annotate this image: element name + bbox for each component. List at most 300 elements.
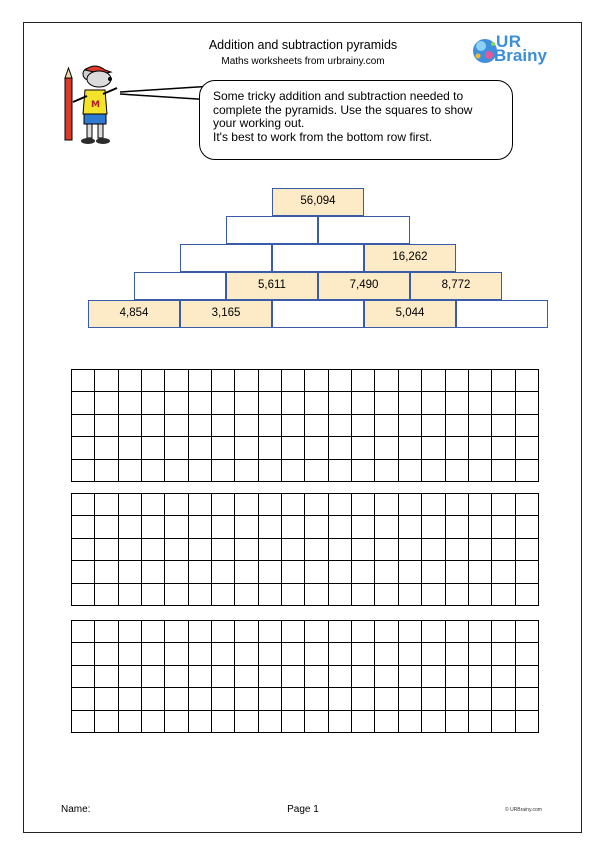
- grid-square[interactable]: [235, 561, 258, 583]
- grid-square[interactable]: [329, 494, 352, 516]
- grid-square[interactable]: [375, 688, 398, 710]
- grid-square[interactable]: [422, 561, 445, 583]
- grid-square[interactable]: [165, 516, 188, 538]
- grid-square[interactable]: [189, 437, 212, 459]
- grid-square[interactable]: [72, 494, 95, 516]
- grid-square[interactable]: [422, 494, 445, 516]
- grid-square[interactable]: [516, 666, 539, 688]
- grid-square[interactable]: [142, 460, 165, 482]
- grid-square[interactable]: [119, 539, 142, 561]
- grid-square[interactable]: [492, 688, 515, 710]
- grid-square[interactable]: [516, 415, 539, 437]
- pyramid-cell[interactable]: [226, 216, 318, 244]
- grid-square[interactable]: [446, 370, 469, 392]
- grid-square[interactable]: [305, 561, 328, 583]
- grid-square[interactable]: [492, 711, 515, 733]
- grid-square[interactable]: [119, 370, 142, 392]
- grid-square[interactable]: [422, 415, 445, 437]
- grid-square[interactable]: [375, 561, 398, 583]
- grid-square[interactable]: [352, 584, 375, 606]
- grid-square[interactable]: [189, 621, 212, 643]
- grid-square[interactable]: [469, 711, 492, 733]
- grid-square[interactable]: [492, 584, 515, 606]
- grid-square[interactable]: [446, 584, 469, 606]
- grid-square[interactable]: [469, 437, 492, 459]
- grid-square[interactable]: [165, 370, 188, 392]
- grid-square[interactable]: [212, 711, 235, 733]
- grid-square[interactable]: [259, 711, 282, 733]
- grid-square[interactable]: [329, 370, 352, 392]
- grid-square[interactable]: [235, 688, 258, 710]
- grid-square[interactable]: [492, 415, 515, 437]
- grid-square[interactable]: [516, 539, 539, 561]
- grid-square[interactable]: [259, 494, 282, 516]
- grid-square[interactable]: [142, 392, 165, 414]
- pyramid-cell[interactable]: [180, 244, 272, 272]
- grid-square[interactable]: [259, 460, 282, 482]
- grid-square[interactable]: [165, 539, 188, 561]
- grid-square[interactable]: [282, 643, 305, 665]
- grid-square[interactable]: [375, 539, 398, 561]
- grid-square[interactable]: [212, 494, 235, 516]
- grid-square[interactable]: [189, 370, 212, 392]
- grid-square[interactable]: [492, 621, 515, 643]
- grid-square[interactable]: [446, 460, 469, 482]
- grid-square[interactable]: [329, 437, 352, 459]
- grid-square[interactable]: [305, 688, 328, 710]
- grid-square[interactable]: [399, 666, 422, 688]
- grid-square[interactable]: [142, 666, 165, 688]
- grid-square[interactable]: [212, 584, 235, 606]
- grid-square[interactable]: [399, 494, 422, 516]
- grid-square[interactable]: [399, 643, 422, 665]
- grid-square[interactable]: [492, 392, 515, 414]
- grid-square[interactable]: [422, 539, 445, 561]
- pyramid-cell[interactable]: 5,611: [226, 272, 318, 300]
- pyramid-cell[interactable]: 4,854: [88, 300, 180, 328]
- grid-square[interactable]: [516, 711, 539, 733]
- grid-square[interactable]: [352, 370, 375, 392]
- grid-square[interactable]: [259, 584, 282, 606]
- grid-square[interactable]: [352, 437, 375, 459]
- grid-square[interactable]: [282, 516, 305, 538]
- grid-square[interactable]: [352, 415, 375, 437]
- grid-square[interactable]: [469, 370, 492, 392]
- grid-square[interactable]: [235, 437, 258, 459]
- grid-square[interactable]: [329, 460, 352, 482]
- grid-square[interactable]: [282, 437, 305, 459]
- grid-square[interactable]: [375, 516, 398, 538]
- grid-square[interactable]: [165, 621, 188, 643]
- pyramid-cell[interactable]: [272, 300, 364, 328]
- pyramid-cell[interactable]: 8,772: [410, 272, 502, 300]
- grid-square[interactable]: [235, 621, 258, 643]
- grid-square[interactable]: [95, 494, 118, 516]
- grid-square[interactable]: [119, 392, 142, 414]
- grid-square[interactable]: [165, 643, 188, 665]
- grid-square[interactable]: [282, 460, 305, 482]
- working-grid[interactable]: [71, 493, 539, 606]
- grid-square[interactable]: [95, 415, 118, 437]
- grid-square[interactable]: [282, 561, 305, 583]
- grid-square[interactable]: [119, 437, 142, 459]
- grid-square[interactable]: [72, 392, 95, 414]
- grid-square[interactable]: [375, 643, 398, 665]
- grid-square[interactable]: [469, 392, 492, 414]
- grid-square[interactable]: [399, 370, 422, 392]
- grid-square[interactable]: [259, 688, 282, 710]
- grid-square[interactable]: [422, 584, 445, 606]
- grid-square[interactable]: [119, 711, 142, 733]
- grid-square[interactable]: [446, 688, 469, 710]
- pyramid-cell[interactable]: 56,094: [272, 188, 364, 216]
- grid-square[interactable]: [189, 688, 212, 710]
- grid-square[interactable]: [72, 711, 95, 733]
- grid-square[interactable]: [119, 584, 142, 606]
- grid-square[interactable]: [235, 392, 258, 414]
- grid-square[interactable]: [189, 415, 212, 437]
- grid-square[interactable]: [422, 370, 445, 392]
- grid-square[interactable]: [189, 666, 212, 688]
- working-grid[interactable]: [71, 369, 539, 482]
- grid-square[interactable]: [95, 460, 118, 482]
- grid-square[interactable]: [446, 666, 469, 688]
- grid-square[interactable]: [119, 688, 142, 710]
- grid-square[interactable]: [119, 666, 142, 688]
- grid-square[interactable]: [72, 539, 95, 561]
- grid-square[interactable]: [235, 711, 258, 733]
- grid-square[interactable]: [352, 643, 375, 665]
- grid-square[interactable]: [165, 688, 188, 710]
- grid-square[interactable]: [165, 666, 188, 688]
- grid-square[interactable]: [142, 711, 165, 733]
- grid-square[interactable]: [165, 561, 188, 583]
- grid-square[interactable]: [212, 666, 235, 688]
- grid-square[interactable]: [352, 688, 375, 710]
- pyramid-cell[interactable]: [318, 216, 410, 244]
- grid-square[interactable]: [235, 494, 258, 516]
- grid-square[interactable]: [352, 666, 375, 688]
- grid-square[interactable]: [399, 392, 422, 414]
- grid-square[interactable]: [446, 539, 469, 561]
- grid-square[interactable]: [282, 711, 305, 733]
- grid-square[interactable]: [119, 643, 142, 665]
- grid-square[interactable]: [259, 516, 282, 538]
- grid-square[interactable]: [446, 561, 469, 583]
- grid-square[interactable]: [446, 711, 469, 733]
- grid-square[interactable]: [469, 621, 492, 643]
- grid-square[interactable]: [259, 561, 282, 583]
- grid-square[interactable]: [95, 370, 118, 392]
- grid-square[interactable]: [72, 561, 95, 583]
- grid-square[interactable]: [375, 621, 398, 643]
- grid-square[interactable]: [422, 516, 445, 538]
- grid-square[interactable]: [72, 584, 95, 606]
- grid-square[interactable]: [305, 392, 328, 414]
- grid-square[interactable]: [95, 621, 118, 643]
- grid-square[interactable]: [282, 494, 305, 516]
- grid-square[interactable]: [305, 370, 328, 392]
- grid-square[interactable]: [422, 621, 445, 643]
- grid-square[interactable]: [189, 711, 212, 733]
- grid-square[interactable]: [282, 688, 305, 710]
- grid-square[interactable]: [492, 494, 515, 516]
- grid-square[interactable]: [305, 437, 328, 459]
- grid-square[interactable]: [516, 643, 539, 665]
- grid-square[interactable]: [469, 643, 492, 665]
- grid-square[interactable]: [259, 539, 282, 561]
- grid-square[interactable]: [165, 460, 188, 482]
- grid-square[interactable]: [189, 539, 212, 561]
- grid-square[interactable]: [72, 666, 95, 688]
- pyramid-cell[interactable]: 3,165: [180, 300, 272, 328]
- grid-square[interactable]: [492, 561, 515, 583]
- pyramid-cell[interactable]: 5,044: [364, 300, 456, 328]
- grid-square[interactable]: [189, 516, 212, 538]
- grid-square[interactable]: [212, 370, 235, 392]
- grid-square[interactable]: [446, 437, 469, 459]
- grid-square[interactable]: [422, 460, 445, 482]
- grid-square[interactable]: [142, 621, 165, 643]
- grid-square[interactable]: [516, 561, 539, 583]
- grid-square[interactable]: [95, 666, 118, 688]
- grid-square[interactable]: [259, 437, 282, 459]
- grid-square[interactable]: [399, 584, 422, 606]
- grid-square[interactable]: [259, 415, 282, 437]
- grid-square[interactable]: [492, 460, 515, 482]
- grid-square[interactable]: [329, 392, 352, 414]
- grid-square[interactable]: [422, 437, 445, 459]
- grid-square[interactable]: [282, 666, 305, 688]
- grid-square[interactable]: [259, 666, 282, 688]
- grid-square[interactable]: [212, 561, 235, 583]
- grid-square[interactable]: [95, 711, 118, 733]
- grid-square[interactable]: [329, 621, 352, 643]
- grid-square[interactable]: [469, 415, 492, 437]
- grid-square[interactable]: [72, 460, 95, 482]
- grid-square[interactable]: [212, 621, 235, 643]
- grid-square[interactable]: [142, 584, 165, 606]
- grid-square[interactable]: [399, 688, 422, 710]
- grid-square[interactable]: [305, 415, 328, 437]
- grid-square[interactable]: [469, 516, 492, 538]
- grid-square[interactable]: [305, 666, 328, 688]
- grid-square[interactable]: [282, 392, 305, 414]
- grid-square[interactable]: [446, 415, 469, 437]
- grid-square[interactable]: [399, 621, 422, 643]
- grid-square[interactable]: [119, 415, 142, 437]
- grid-square[interactable]: [516, 460, 539, 482]
- grid-square[interactable]: [399, 711, 422, 733]
- grid-square[interactable]: [446, 643, 469, 665]
- grid-square[interactable]: [375, 584, 398, 606]
- grid-square[interactable]: [119, 460, 142, 482]
- grid-square[interactable]: [352, 516, 375, 538]
- grid-square[interactable]: [305, 516, 328, 538]
- grid-square[interactable]: [516, 621, 539, 643]
- grid-square[interactable]: [119, 561, 142, 583]
- grid-square[interactable]: [119, 494, 142, 516]
- grid-square[interactable]: [282, 415, 305, 437]
- grid-square[interactable]: [165, 392, 188, 414]
- grid-square[interactable]: [329, 584, 352, 606]
- grid-square[interactable]: [212, 392, 235, 414]
- grid-square[interactable]: [375, 711, 398, 733]
- grid-square[interactable]: [469, 561, 492, 583]
- grid-square[interactable]: [189, 460, 212, 482]
- grid-square[interactable]: [305, 494, 328, 516]
- grid-square[interactable]: [469, 666, 492, 688]
- grid-square[interactable]: [492, 643, 515, 665]
- grid-square[interactable]: [165, 494, 188, 516]
- grid-square[interactable]: [375, 437, 398, 459]
- grid-square[interactable]: [189, 643, 212, 665]
- grid-square[interactable]: [516, 516, 539, 538]
- grid-square[interactable]: [189, 561, 212, 583]
- pyramid-cell[interactable]: 7,490: [318, 272, 410, 300]
- grid-square[interactable]: [469, 460, 492, 482]
- grid-square[interactable]: [516, 584, 539, 606]
- grid-square[interactable]: [352, 392, 375, 414]
- grid-square[interactable]: [235, 370, 258, 392]
- grid-square[interactable]: [212, 688, 235, 710]
- grid-square[interactable]: [259, 370, 282, 392]
- grid-square[interactable]: [352, 711, 375, 733]
- grid-square[interactable]: [446, 494, 469, 516]
- grid-square[interactable]: [72, 415, 95, 437]
- grid-square[interactable]: [95, 561, 118, 583]
- grid-square[interactable]: [142, 415, 165, 437]
- grid-square[interactable]: [375, 666, 398, 688]
- grid-square[interactable]: [375, 370, 398, 392]
- grid-square[interactable]: [375, 415, 398, 437]
- grid-square[interactable]: [446, 392, 469, 414]
- grid-square[interactable]: [235, 666, 258, 688]
- grid-square[interactable]: [212, 415, 235, 437]
- grid-square[interactable]: [329, 711, 352, 733]
- grid-square[interactable]: [352, 539, 375, 561]
- grid-square[interactable]: [446, 621, 469, 643]
- grid-square[interactable]: [352, 460, 375, 482]
- grid-square[interactable]: [259, 621, 282, 643]
- grid-square[interactable]: [165, 584, 188, 606]
- grid-square[interactable]: [305, 460, 328, 482]
- grid-square[interactable]: [352, 561, 375, 583]
- grid-square[interactable]: [329, 539, 352, 561]
- grid-square[interactable]: [95, 584, 118, 606]
- grid-square[interactable]: [72, 621, 95, 643]
- grid-square[interactable]: [235, 460, 258, 482]
- grid-square[interactable]: [212, 539, 235, 561]
- grid-square[interactable]: [329, 561, 352, 583]
- working-grid[interactable]: [71, 620, 539, 733]
- grid-square[interactable]: [72, 437, 95, 459]
- grid-square[interactable]: [282, 539, 305, 561]
- grid-square[interactable]: [469, 539, 492, 561]
- grid-square[interactable]: [492, 516, 515, 538]
- grid-square[interactable]: [189, 584, 212, 606]
- grid-square[interactable]: [492, 539, 515, 561]
- grid-square[interactable]: [516, 688, 539, 710]
- grid-square[interactable]: [189, 494, 212, 516]
- grid-square[interactable]: [399, 539, 422, 561]
- grid-square[interactable]: [282, 584, 305, 606]
- grid-square[interactable]: [212, 643, 235, 665]
- pyramid-cell[interactable]: 16,262: [364, 244, 456, 272]
- grid-square[interactable]: [422, 392, 445, 414]
- pyramid-cell[interactable]: [456, 300, 548, 328]
- pyramid-cell[interactable]: [134, 272, 226, 300]
- grid-square[interactable]: [375, 494, 398, 516]
- pyramid-cell[interactable]: [272, 244, 364, 272]
- grid-square[interactable]: [189, 392, 212, 414]
- grid-square[interactable]: [72, 688, 95, 710]
- grid-square[interactable]: [95, 437, 118, 459]
- grid-square[interactable]: [516, 392, 539, 414]
- grid-square[interactable]: [329, 688, 352, 710]
- grid-square[interactable]: [142, 437, 165, 459]
- grid-square[interactable]: [165, 711, 188, 733]
- grid-square[interactable]: [305, 711, 328, 733]
- grid-square[interactable]: [422, 711, 445, 733]
- grid-square[interactable]: [492, 666, 515, 688]
- grid-square[interactable]: [422, 688, 445, 710]
- grid-square[interactable]: [95, 392, 118, 414]
- grid-square[interactable]: [95, 539, 118, 561]
- grid-square[interactable]: [375, 460, 398, 482]
- grid-square[interactable]: [305, 539, 328, 561]
- grid-square[interactable]: [492, 437, 515, 459]
- grid-square[interactable]: [329, 415, 352, 437]
- grid-square[interactable]: [119, 621, 142, 643]
- grid-square[interactable]: [422, 666, 445, 688]
- grid-square[interactable]: [212, 437, 235, 459]
- grid-square[interactable]: [142, 643, 165, 665]
- grid-square[interactable]: [399, 561, 422, 583]
- grid-square[interactable]: [95, 516, 118, 538]
- grid-square[interactable]: [142, 516, 165, 538]
- grid-square[interactable]: [399, 437, 422, 459]
- grid-square[interactable]: [282, 621, 305, 643]
- grid-square[interactable]: [399, 460, 422, 482]
- grid-square[interactable]: [165, 415, 188, 437]
- grid-square[interactable]: [259, 392, 282, 414]
- grid-square[interactable]: [469, 494, 492, 516]
- grid-square[interactable]: [352, 621, 375, 643]
- grid-square[interactable]: [422, 643, 445, 665]
- grid-square[interactable]: [119, 516, 142, 538]
- grid-square[interactable]: [235, 643, 258, 665]
- grid-square[interactable]: [329, 643, 352, 665]
- grid-square[interactable]: [516, 494, 539, 516]
- grid-square[interactable]: [212, 516, 235, 538]
- grid-square[interactable]: [516, 370, 539, 392]
- grid-square[interactable]: [235, 516, 258, 538]
- grid-square[interactable]: [469, 688, 492, 710]
- grid-square[interactable]: [212, 460, 235, 482]
- grid-square[interactable]: [492, 370, 515, 392]
- grid-square[interactable]: [95, 643, 118, 665]
- grid-square[interactable]: [142, 370, 165, 392]
- grid-square[interactable]: [259, 643, 282, 665]
- grid-square[interactable]: [142, 688, 165, 710]
- grid-square[interactable]: [142, 561, 165, 583]
- grid-square[interactable]: [305, 584, 328, 606]
- grid-square[interactable]: [72, 516, 95, 538]
- grid-square[interactable]: [446, 516, 469, 538]
- grid-square[interactable]: [165, 437, 188, 459]
- grid-square[interactable]: [305, 643, 328, 665]
